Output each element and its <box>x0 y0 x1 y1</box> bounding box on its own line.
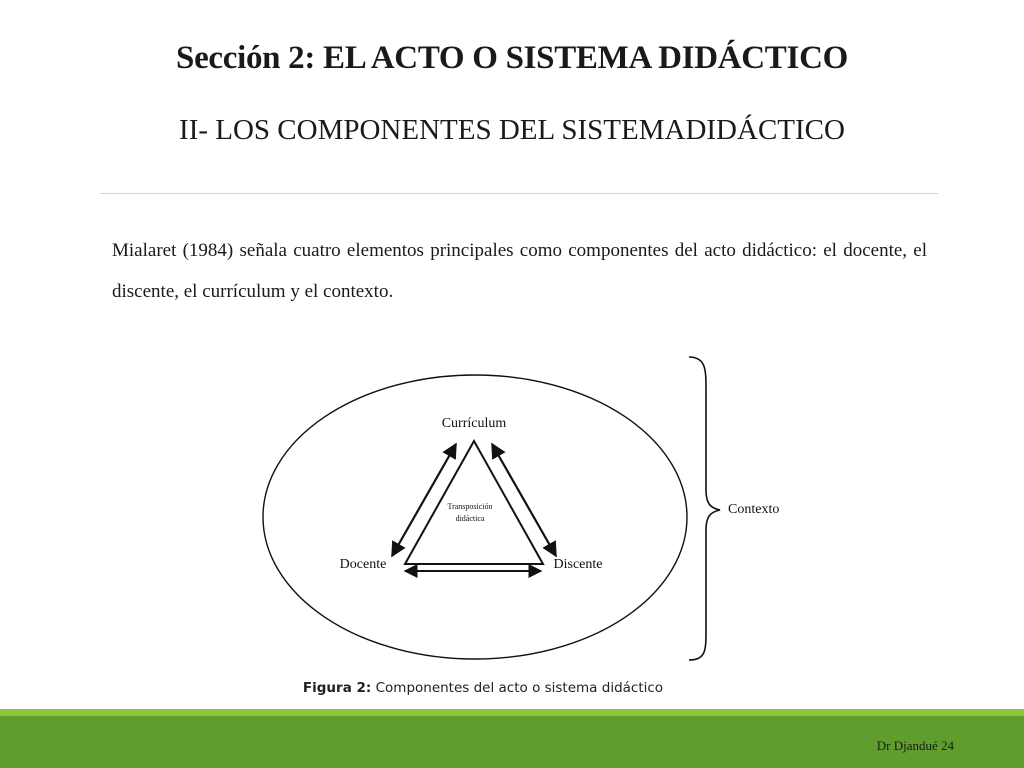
footer-author-page: Dr Djandué 24 <box>876 738 954 753</box>
footer-band-light <box>0 709 1024 716</box>
node-discente: Discente <box>553 557 603 572</box>
intro-paragraph: Mialaret (1984) señala cuatro elementos principales como componentes del acto didáctico: el docente, el discente, el currículum y el contexto. <box>112 240 927 302</box>
arrow-curriculum-discente <box>492 444 556 556</box>
caption-label: Figura 2: <box>302 680 372 696</box>
center-label-line2: didáctica <box>455 514 485 523</box>
arrow-curriculum-docente <box>392 444 456 556</box>
context-brace <box>689 357 720 660</box>
node-curriculum: Currículum <box>441 416 507 431</box>
caption-text: Componentes del acto o sistema didáctico <box>371 680 664 696</box>
figure-caption <box>0 680 966 696</box>
slide-subtitle: II- LOS COMPONENTES DEL SISTEMADIDÁCTICO <box>179 114 845 146</box>
brace-label-contexto: Contexto <box>728 502 780 517</box>
center-label-line1: Transposición <box>447 502 493 511</box>
footer-band-dark <box>0 716 1024 768</box>
node-docente: Docente <box>339 557 387 572</box>
slide-title: Sección 2: EL ACTO O SISTEMA DIDÁCTICO <box>176 40 848 76</box>
